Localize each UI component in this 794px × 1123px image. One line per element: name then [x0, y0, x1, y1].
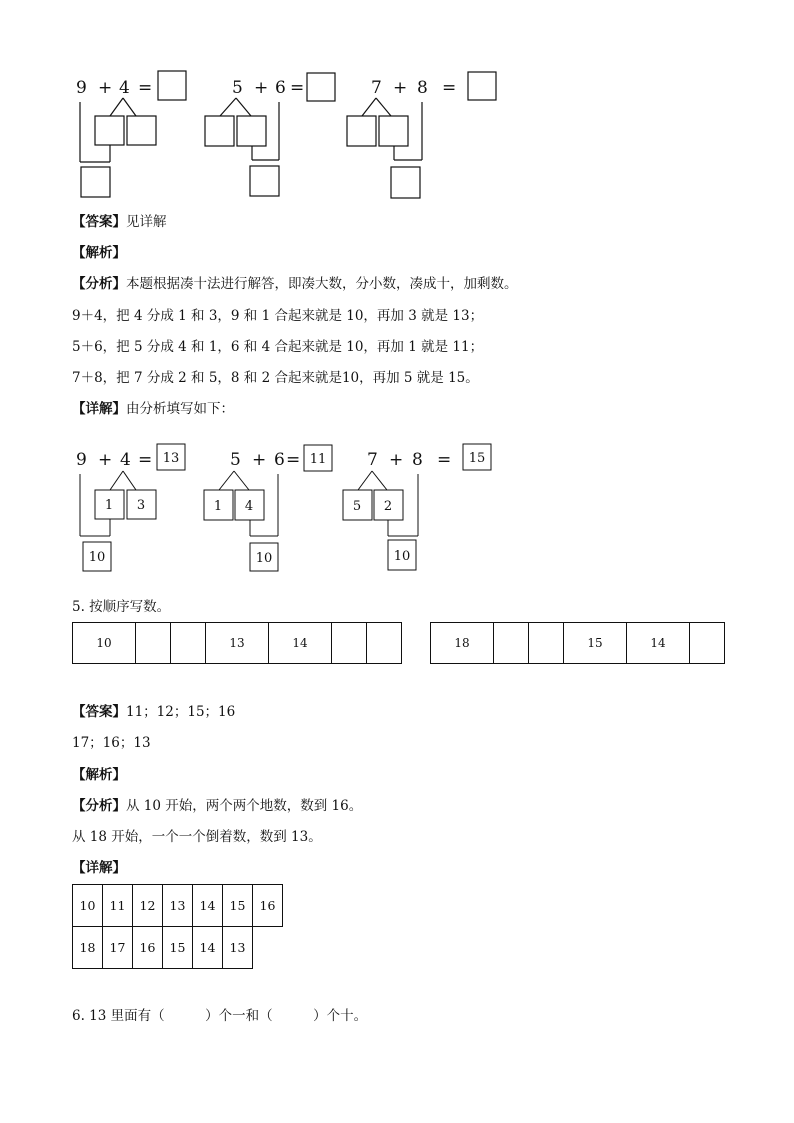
- table-cell: 18: [73, 927, 103, 969]
- table-cell: 10: [73, 885, 103, 927]
- s3-n1: 7: [367, 450, 378, 470]
- fenxi-label: 【分析】: [72, 798, 126, 814]
- table-row: [73, 927, 283, 969]
- q4-detail: [72, 400, 234, 418]
- q4-step-1: 9＋4，把 4 分成 1 和 3，9 和 1 合起来就是 10，再加 3 就是 13；: [72, 308, 484, 324]
- solution-diagram-svg: [72, 440, 512, 580]
- q4-step-2: 5＋6，把 5 分成 4 和 1，6 和 4 合起来就是 10，再加 1 就是 11；: [72, 339, 484, 355]
- p2-op: +: [254, 78, 269, 98]
- q5-fenxi-2: 从 18 开始，一个一个倒着数，数到 13。: [72, 829, 322, 845]
- p3-op: +: [393, 78, 408, 98]
- table-cell-empty: [253, 927, 283, 969]
- q5-detail-label: 【详解】: [72, 860, 126, 876]
- s3-split-b: 2: [383, 499, 393, 514]
- s2-ten: 10: [255, 551, 273, 566]
- s1-n2: 4: [120, 450, 131, 470]
- p3-n1: 7: [371, 78, 382, 98]
- table-cell: 16: [253, 885, 283, 927]
- q4-answer: [72, 213, 167, 231]
- q5-title: 5. 按顺序写数。: [72, 599, 171, 615]
- p1-op: +: [98, 78, 113, 98]
- p1-eq: =: [138, 78, 153, 98]
- s2-op: +: [252, 450, 267, 470]
- q5-answer-2: 17；16；13: [72, 735, 151, 751]
- s3-n2: 8: [412, 450, 423, 470]
- q6-question: 6. 13 里面有（ ）个一和（ ）个十。: [72, 1008, 368, 1024]
- table-cell: 14: [193, 885, 223, 927]
- table-cell: 12: [133, 885, 163, 927]
- cell-blank[interactable]: [332, 623, 367, 664]
- s3-op: +: [389, 450, 404, 470]
- detail-text: 由分析填写如下：: [126, 401, 234, 417]
- cell: 14: [269, 623, 332, 664]
- p1-n2: 4: [119, 78, 130, 98]
- s1-n1: 9: [76, 450, 87, 470]
- q4-step-3: 7＋8，把 7 分成 2 和 5，8 和 2 合起来就是10，再加 5 就是 15。: [72, 370, 479, 386]
- s2-eq: =: [286, 450, 301, 470]
- s1-result: 13: [162, 451, 180, 466]
- s1-eq: =: [138, 450, 153, 470]
- fenxi-text: 从 10 开始，两个两个地数，数到 16。: [126, 798, 363, 814]
- s2-n1: 5: [230, 450, 241, 470]
- fenxi-label: 【分析】: [72, 276, 126, 292]
- detail-label: 【详解】: [72, 401, 126, 417]
- table-cell: 15: [223, 885, 253, 927]
- s2-split-a: 1: [213, 499, 223, 514]
- q5-analysis-title: 【解析】: [72, 767, 126, 783]
- cell-blank[interactable]: [367, 623, 402, 664]
- s2-split-b: 4: [244, 499, 254, 514]
- solution-diagram: [72, 440, 512, 580]
- answer-text: 11；12；15；16: [126, 704, 236, 720]
- q5-answer: [72, 703, 235, 721]
- q5-fenxi: [72, 797, 362, 815]
- s1-ten: 10: [88, 550, 106, 565]
- cell: 15: [564, 623, 627, 664]
- fenxi-text: 本题根据凑十法进行解答，即凑大数，分小数，凑成十，加剩数。: [126, 276, 518, 292]
- s3-split-a: 5: [352, 499, 362, 514]
- p2-n1: 5: [232, 78, 243, 98]
- cell-blank[interactable]: [171, 623, 206, 664]
- answer-label: 【答案】: [72, 704, 126, 720]
- table-cell: 15: [163, 927, 193, 969]
- cell-blank[interactable]: [690, 623, 725, 664]
- s2-n2: 6: [274, 450, 285, 470]
- table-cell: 13: [163, 885, 193, 927]
- q4-fenxi: [72, 275, 518, 293]
- table-cell: 11: [103, 885, 133, 927]
- cell-blank[interactable]: [136, 623, 171, 664]
- q5-row-a: [72, 622, 402, 664]
- answer-text: 见详解: [126, 214, 167, 230]
- s3-ten: 10: [393, 549, 411, 564]
- cell: 18: [431, 623, 494, 664]
- p3-n2: 8: [417, 78, 428, 98]
- p2-eq: =: [290, 78, 305, 98]
- s1-split-a: 1: [104, 498, 114, 513]
- q5-row-b: [430, 622, 725, 664]
- s1-op: +: [98, 450, 113, 470]
- s2-result: 11: [309, 452, 327, 467]
- q4-analysis-title: 【解析】: [72, 245, 126, 261]
- cell: 14: [627, 623, 690, 664]
- answer-label: 【答案】: [72, 214, 126, 230]
- table-cell: 13: [223, 927, 253, 969]
- table-cell: 14: [193, 927, 223, 969]
- s1-split-b: 3: [136, 498, 146, 513]
- s3-result: 15: [468, 451, 486, 466]
- q5-detail-table: [72, 884, 283, 969]
- cell: 10: [73, 623, 136, 664]
- p3-eq: =: [442, 78, 457, 98]
- table-cell: 16: [133, 927, 163, 969]
- cell-blank[interactable]: [529, 623, 564, 664]
- table-cell: 17: [103, 927, 133, 969]
- s3-eq: =: [437, 450, 452, 470]
- problem-diagram: [72, 66, 512, 206]
- problem-diagram-svg: [72, 66, 512, 206]
- cell: 13: [206, 623, 269, 664]
- p2-n2: 6: [275, 78, 286, 98]
- table-row: [73, 885, 283, 927]
- cell-blank[interactable]: [494, 623, 529, 664]
- p1-n1: 9: [76, 78, 87, 98]
